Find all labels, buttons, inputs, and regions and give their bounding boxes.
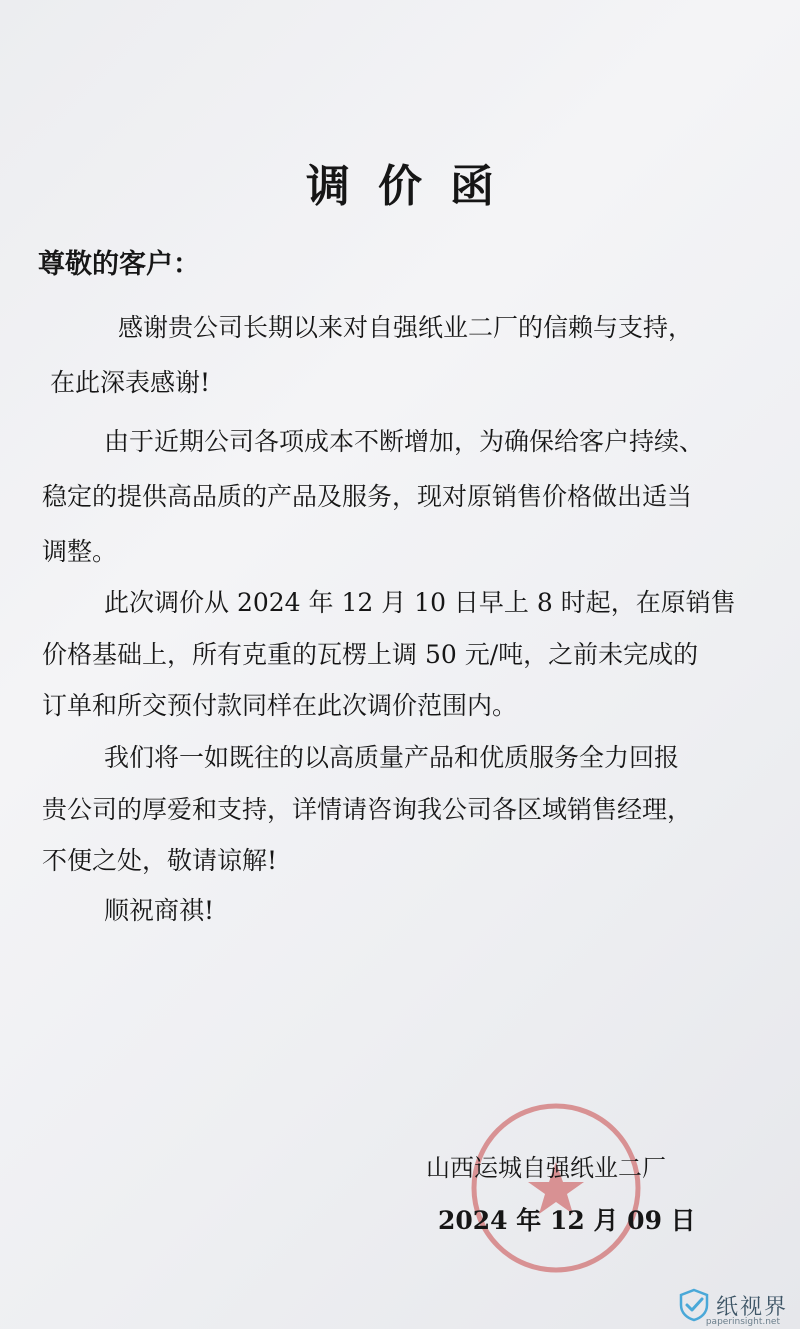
watermark-name: 纸视界 <box>715 1294 788 1320</box>
salutation: 尊敬的客户： <box>38 249 200 280</box>
body-line: 价格基础上，所有克重的瓦楞上调 50 元/吨，之前未完成的 <box>42 640 699 669</box>
watermark-url: paperinsight.net <box>705 1317 780 1327</box>
body-line: 贵公司的厚爱和支持，详情请咨询我公司各区域销售经理， <box>42 795 693 824</box>
body-line: 我们将一如既往的以高质量产品和优质服务全力回报 <box>104 743 680 772</box>
body-line: 不便之处，敬请谅解! <box>42 846 278 875</box>
letter-title: 调价函 <box>306 161 522 212</box>
body-line: 在此深表感谢! <box>50 368 211 397</box>
company-seal-stamp <box>468 1100 644 1276</box>
body-line: 稳定的提供高品质的产品及服务，现对原销售价格做出适当 <box>42 482 693 511</box>
signature-company: 山西运城自强纸业二厂 <box>426 1154 666 1182</box>
body-line: 由于近期公司各项成本不断增加，为确保给客户持续、 <box>104 427 705 456</box>
body-line: 调整。 <box>42 537 118 566</box>
signature-date: 2024 年 12 月 09 日 <box>438 1206 696 1235</box>
body-line: 此次调价从 2024 年 12 月 10 日早上 8 时起，在原销售 <box>104 588 736 617</box>
body-line: 订单和所交预付款同样在此次调价范围内。 <box>42 691 518 720</box>
body-line: 感谢贵公司长期以来对自强纸业二厂的信赖与支持， <box>118 313 694 342</box>
body-line: 顺祝商祺! <box>104 896 215 925</box>
